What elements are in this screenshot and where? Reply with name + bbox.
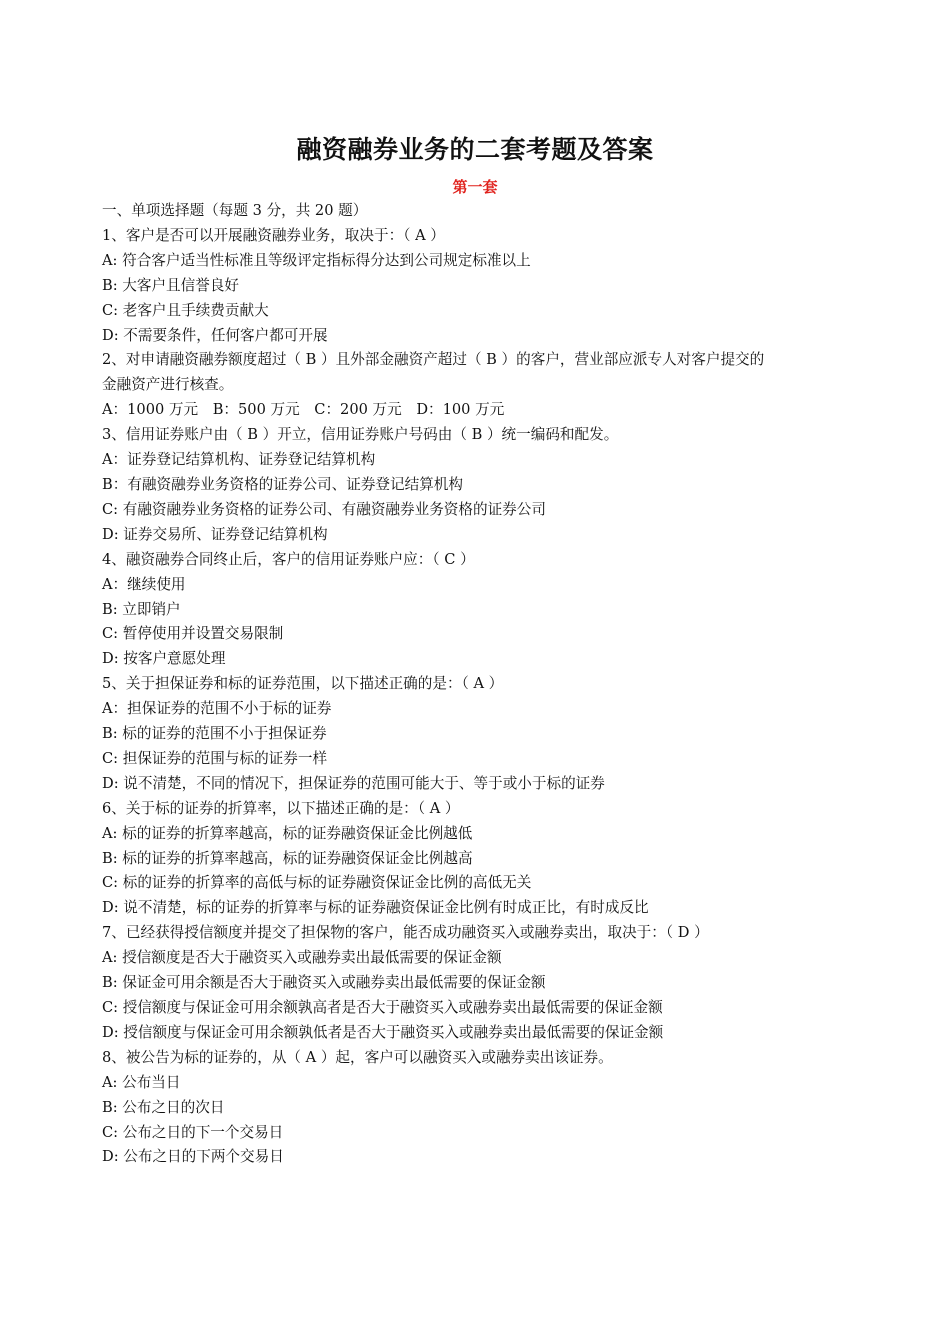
option-b: B: 公布之日的次日 (102, 1098, 225, 1116)
option-b: B: 标的证券的范围不小于担保证券 (102, 725, 327, 743)
option-b: B: 标的证券的折算率越高，标的证券融资保证金比例越高 (102, 849, 473, 867)
option-c: C: 授信额度与保证金可用余额孰高者是否大于融资买入或融券卖出最低需要的保证金额 (102, 999, 663, 1016)
option-a: A：证券登记结算机构、证券登记结算机构 (102, 451, 376, 469)
question-stem: 7、已经获得授信额度并提交了担保物的客户，能否成功融资买入或融券卖出，取决于：（ D ） (102, 924, 709, 942)
option-d: D: 证券交易所、证券登记结算机构 (102, 525, 328, 543)
option-c: C: 担保证券的范围与标的证券一样 (102, 749, 328, 767)
option-b: B：有融资融券业务资格的证券公司、证券登记结算机构 (102, 475, 463, 493)
options-inline: A：1000 万元 B：500 万元 C：200 万元 D：100 万元 (102, 401, 505, 419)
question-5 (102, 672, 862, 797)
question-stem: 1、客户是否可以开展融资融券业务，取决于：（ A ） (102, 226, 445, 244)
section-heading: 一、单项选择题（每题 3 分，共 20 题） (102, 202, 368, 219)
option-b: B: 保证金可用余额是否大于融资买入或融券卖出最低需要的保证金额 (102, 974, 546, 992)
option-a: A: 标的证券的折算率越高，标的证券融资保证金比例越低 (102, 824, 473, 842)
question-stem: 4、融资融券合同终止后，客户的信用证券账户应：（ C ） (102, 550, 475, 568)
document-title: 融资融券业务的二套考题及答案 (296, 135, 654, 164)
option-c: C: 有融资融券业务资格的证券公司、有融资融券业务资格的证券公司 (102, 500, 546, 518)
question-1 (102, 224, 862, 349)
question-4 (102, 548, 862, 673)
option-d: D: 不需要条件，任何客户都可开展 (102, 326, 328, 344)
option-c: C: 标的证券的折算率的高低与标的证券融资保证金比例的高低无关 (102, 874, 532, 892)
question-3 (102, 423, 862, 548)
option-c: C: 暂停使用并设置交易限制 (102, 625, 284, 643)
option-d: D: 授信额度与保证金可用余额孰低者是否大于融资买入或融券卖出最低需要的保证金额 (102, 1023, 664, 1041)
question-stem: 2、对申请融资融券额度超过（ B ）且外部金融资产超过（ B ）的客户，营业部应派专人对客户提交的 (102, 351, 765, 369)
option-a: A：担保证券的范围不小于标的证券 (102, 700, 332, 718)
question-list (102, 199, 862, 1170)
question-stem: 8、被公告为标的证券的，从（ A ）起，客户可以融资买入或融券卖出该证券。 (102, 1048, 613, 1066)
question-7 (102, 921, 862, 1046)
question-2 (102, 348, 862, 423)
set-label: 第一套 (452, 178, 498, 196)
option-d: D: 说不清楚，不同的情况下，担保证券的范围可能大于、等于或小于标的证券 (102, 774, 605, 792)
question-6 (102, 797, 862, 922)
option-b: B: 立即销户 (102, 600, 181, 618)
option-d: D: 公布之日的下两个交易日 (102, 1148, 284, 1166)
option-a: A: 授信额度是否大于融资买入或融券卖出最低需要的保证金额 (102, 949, 502, 967)
option-d: D: 按客户意愿处理 (102, 650, 226, 668)
question-stem: 6、关于标的证券的折算率，以下描述正确的是：（ A ） (102, 799, 460, 817)
option-b: B: 大客户且信誉良好 (102, 276, 240, 294)
option-a: A：继续使用 (102, 575, 186, 593)
option-a: A: 公布当日 (102, 1073, 181, 1091)
question-8 (102, 1046, 862, 1171)
question-stem: 5、关于担保证券和标的证券范围，以下描述正确的是：（ A ） (102, 675, 504, 693)
option-a: A: 符合客户适当性标准且等级评定指标得分达到公司规定标准以上 (102, 251, 531, 269)
option-d: D: 说不清楚，标的证券的折算率与标的证券融资保证金比例有时成正比，有时成反比 (102, 899, 649, 917)
option-c: C: 老客户且手续费贡献大 (102, 301, 269, 319)
question-stem-continued: 金融资产进行核查。 (102, 376, 234, 394)
question-stem: 3、信用证券账户由（ B ）开立，信用证券账户号码由（ B ）统一编码和配发。 (102, 426, 619, 444)
option-c: C: 公布之日的下一个交易日 (102, 1123, 284, 1141)
